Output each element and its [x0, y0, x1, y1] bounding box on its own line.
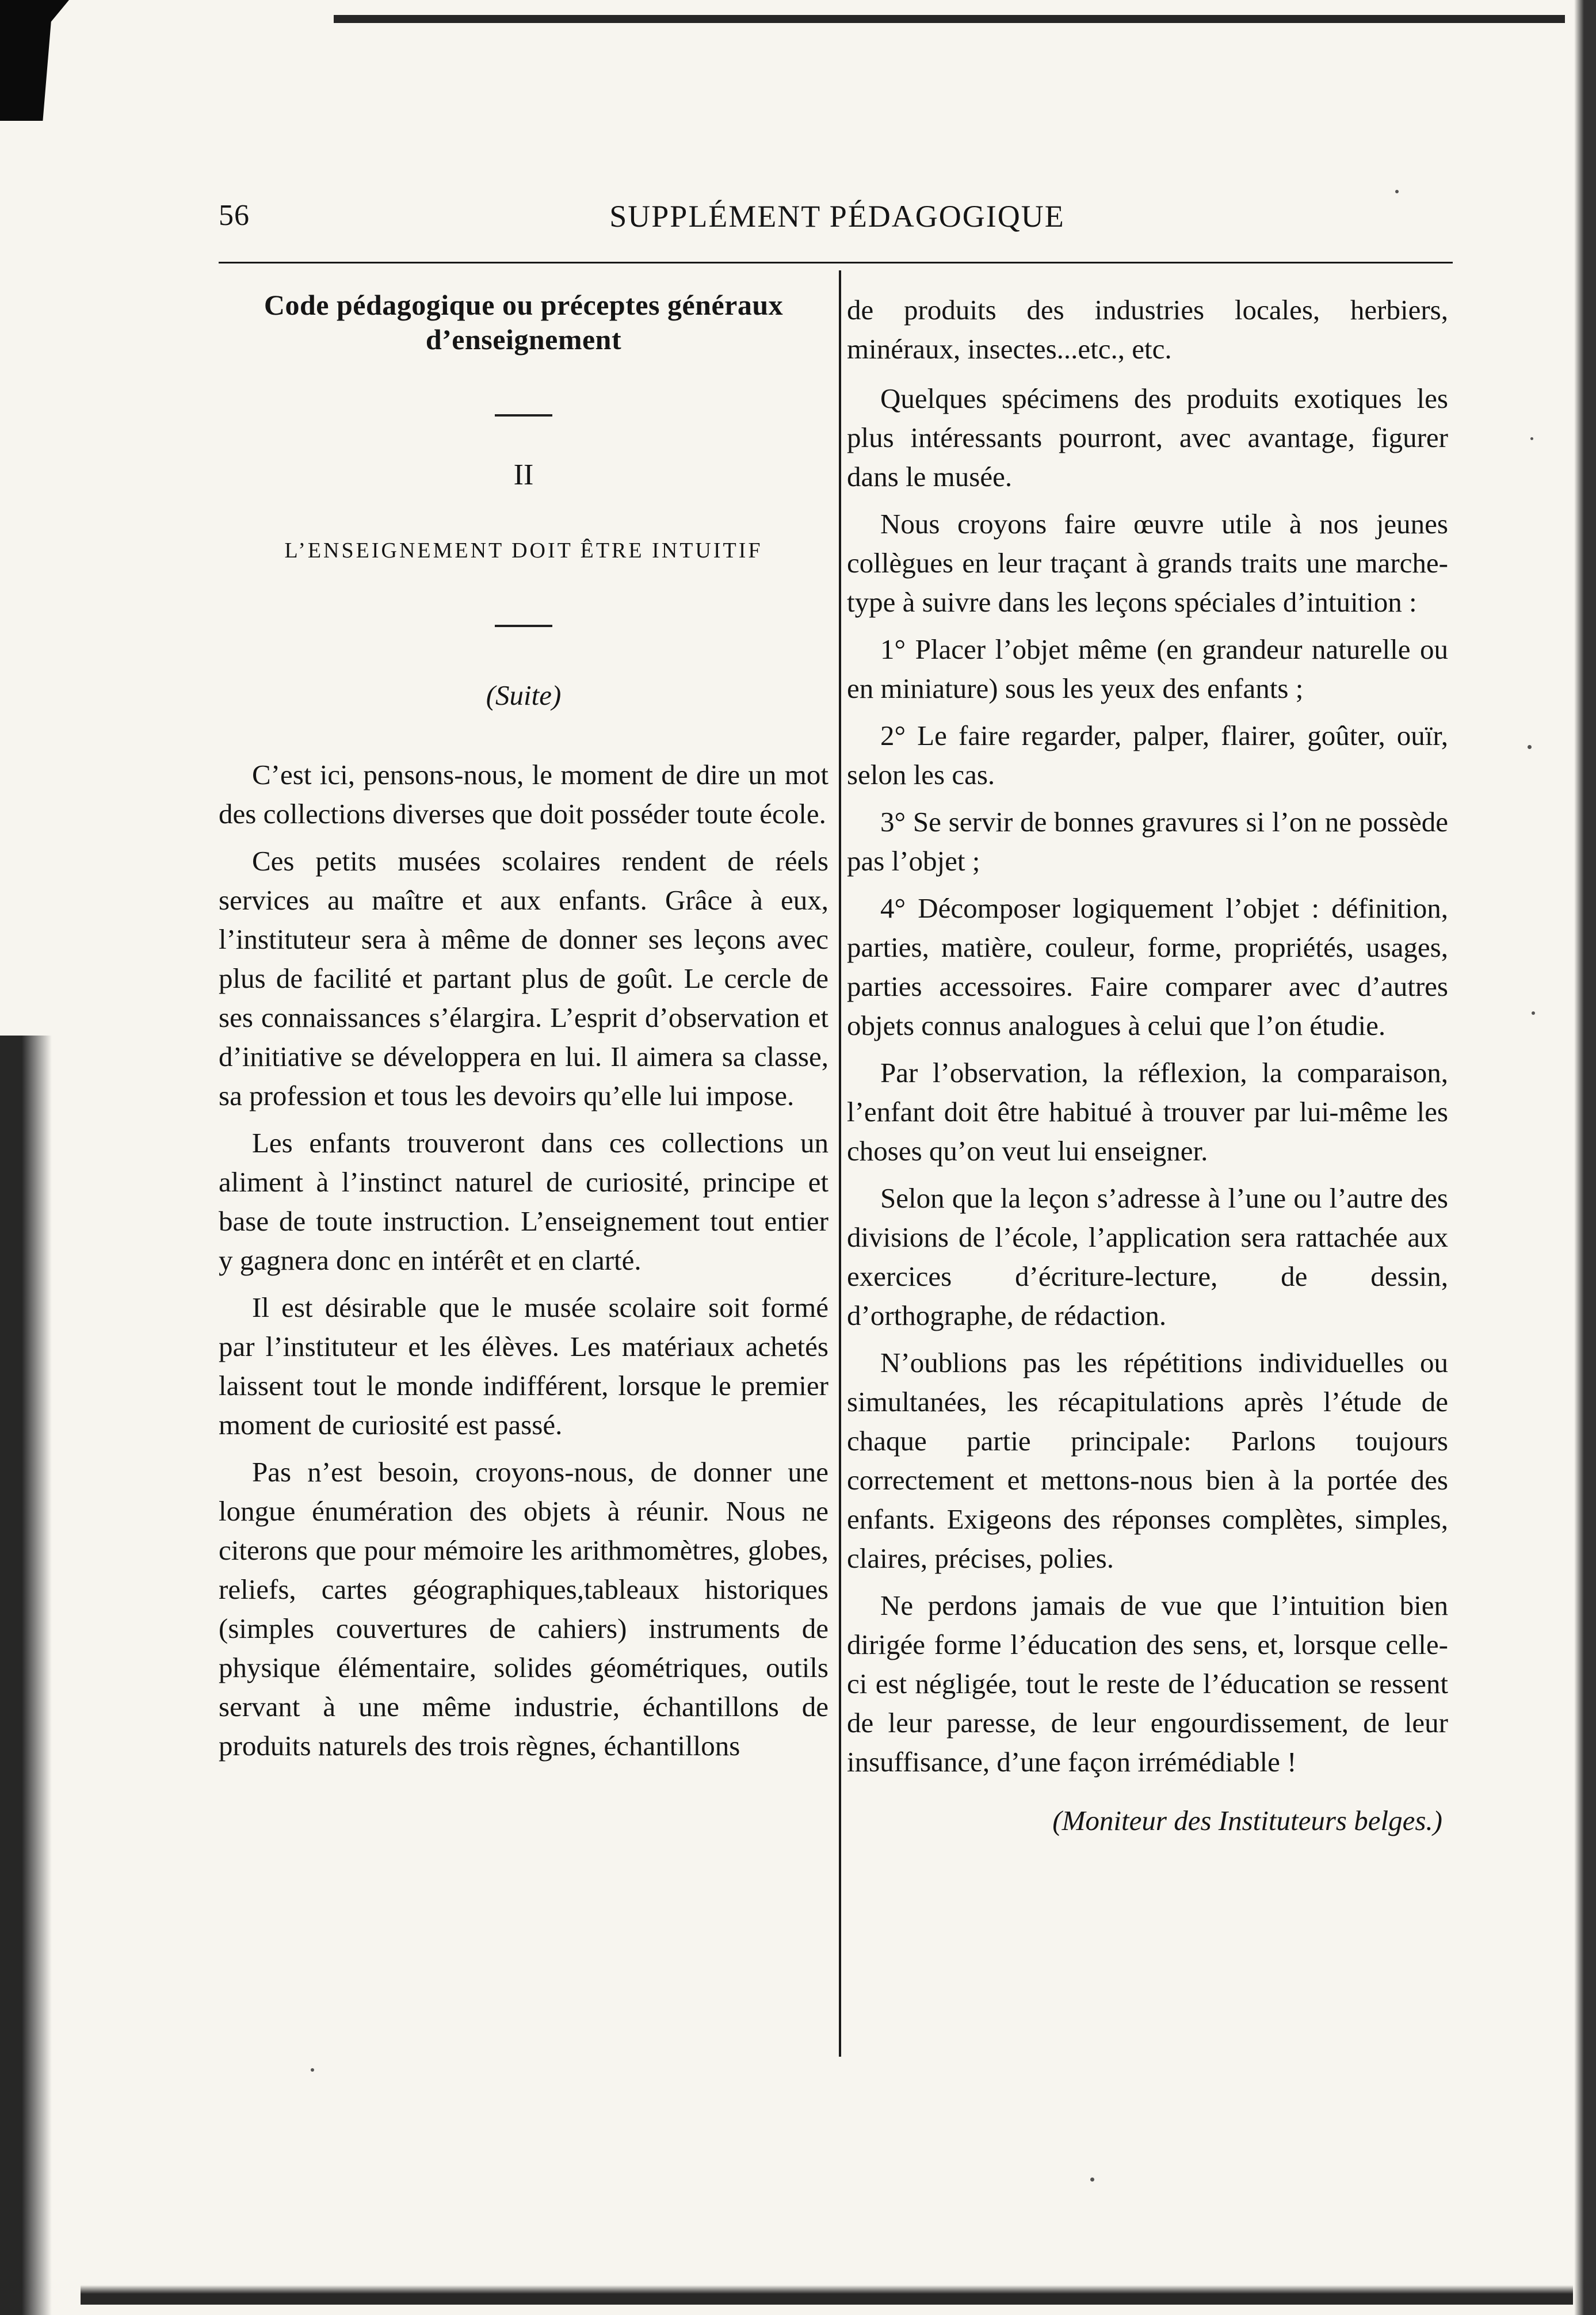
scan-right-edge — [1574, 0, 1596, 2315]
left-paragraph: C’est ici, pensons-nous, le moment de dire un mot des collections diverses que doit posséder toute école. — [219, 759, 828, 830]
left-paragraph: Ces petits musées scolaires rendent de réels services au maître et aux enfants. Grâce à eux, l’instituteur sera à même de donner ses leçons avec plus de facilité et partant plus de goût. Le cercle de ses connaissances s’élargira. L’esprit d’observation et d’initiative se développera en lui. Il aimera sa classe, sa profession et tous les devoirs qu’elle lui impose. — [219, 845, 828, 1111]
right-paragraph: Quelques spécimens des produits exotiques les plus intéressants pourront, avec avantage, figurer dans le musée. — [847, 383, 1448, 492]
scan-bottom-edge — [81, 2285, 1573, 2305]
left-paragraph: Les enfants trouveront dans ces collections un aliment à l’instinct naturel de curiosité, principe et base de toute instruction. L’enseignement tout entier y gagnera donc en intérêt et en clarté. — [219, 1127, 828, 1276]
column-divider — [839, 270, 841, 2057]
subhead-rule — [495, 625, 552, 627]
right-paragraph: Par l’observation, la réflexion, la comparaison, l’enfant doit être habitué à trouver par lui-même les choses qu’on veut lui enseigner. — [847, 1057, 1448, 1167]
scan-speck — [311, 2068, 314, 2072]
header-rule — [219, 262, 1453, 263]
scan-speck — [1395, 190, 1399, 193]
section-subhead: L’ENSEIGNEMENT DOIT ÊTRE INTUITIF — [284, 538, 763, 563]
section-number: II — [513, 459, 534, 491]
left-paragraph: Pas n’est besoin, croyons-nous, de donner une longue énumération des objets à réunir. Nous ne citerons que pour mémoire les arithmomètres, globes, reliefs, cartes géographiques,tableaux historiques (simples couvertures de cahiers) instruments de physique élémentaire, solides géométriques, outils servant à une même industrie, échantillons de produits naturels des trois règnes, échantillons — [219, 1456, 828, 1762]
scan-top-edge — [334, 15, 1565, 23]
scan-speck — [1090, 2178, 1094, 2182]
right-paragraph: de produits des industries locales, herbiers, minéraux, insectes...etc., etc. — [847, 294, 1448, 365]
right-paragraph: 3° Se servir de bonnes gravures si l’on ne possède pas l’objet ; — [847, 806, 1448, 877]
scan-speck — [1532, 1011, 1535, 1015]
title-rule — [495, 414, 552, 417]
scan-speck — [1530, 437, 1533, 440]
right-column — [847, 291, 1448, 1869]
right-paragraph: 2° Le faire regarder, palper, flairer, goûter, ouïr, selon les cas. — [847, 720, 1448, 790]
right-paragraph: N’oublions pas les répétitions individuelles ou simultanées, les récapitulations après l’étude de chaque partie principale: Parlons toujours correctement et mettons-nous bien à la portée des enfants. Exigeons des réponses complètes, simples, claires, précises, polies. — [847, 1347, 1448, 1574]
scan-speck — [1528, 745, 1532, 749]
running-title: SUPPLÉMENT PÉDAGOGIQUE — [609, 199, 1065, 234]
left-paragraph: Il est désirable que le musée scolaire soit formé par l’instituteur et les élèves. Les matériaux achetés laissent tout le monde indifférent, lorsque le premier moment de curiosité est passé. — [219, 1292, 828, 1441]
page-number: 56 — [219, 199, 250, 232]
left-column — [219, 288, 828, 1774]
right-paragraph: 4° Décomposer logiquement l’objet : définition, parties, matière, couleur, forme, propriétés, usages, parties accessoires. Faire comparer avec d’autres objets connus analogues à celui que l’on étudie. — [847, 892, 1448, 1041]
right-paragraph: Selon que la leçon s’adresse à l’une ou l’autre des divisions de l’école, l’application sera rattachée aux exercices d’écriture-lecture, de dessin, d’orthographe, de rédaction. — [847, 1182, 1448, 1331]
suite-label: (Suite) — [486, 679, 562, 711]
scan-corner-shadow — [0, 0, 69, 121]
page-header — [219, 198, 1456, 239]
right-paragraph: Nous croyons faire œuvre utile à nos jeunes collègues en leur traçant à grands traits une marche-type à suivre dans les leçons spéciales d’intuition : — [847, 508, 1448, 618]
source-credit: (Moniteur des Instituteurs belges.) — [1052, 1805, 1442, 1836]
article-title: Code pédagogique ou préceptes généraux d’enseignement — [264, 289, 784, 356]
scan-left-edge — [0, 1036, 52, 2315]
right-paragraph: 1° Placer l’objet même (en grandeur naturelle ou en miniature) sous les yeux des enfants ; — [847, 633, 1448, 704]
right-paragraph: Ne perdons jamais de vue que l’intuition bien dirigée forme l’éducation des sens, et, lorsque celle-ci est négligée, tout le reste de l’éducation se ressent de leur paresse, de leur engourdissement, de leur insuffisance, d’une façon irrémédiable ! — [847, 1590, 1448, 1778]
